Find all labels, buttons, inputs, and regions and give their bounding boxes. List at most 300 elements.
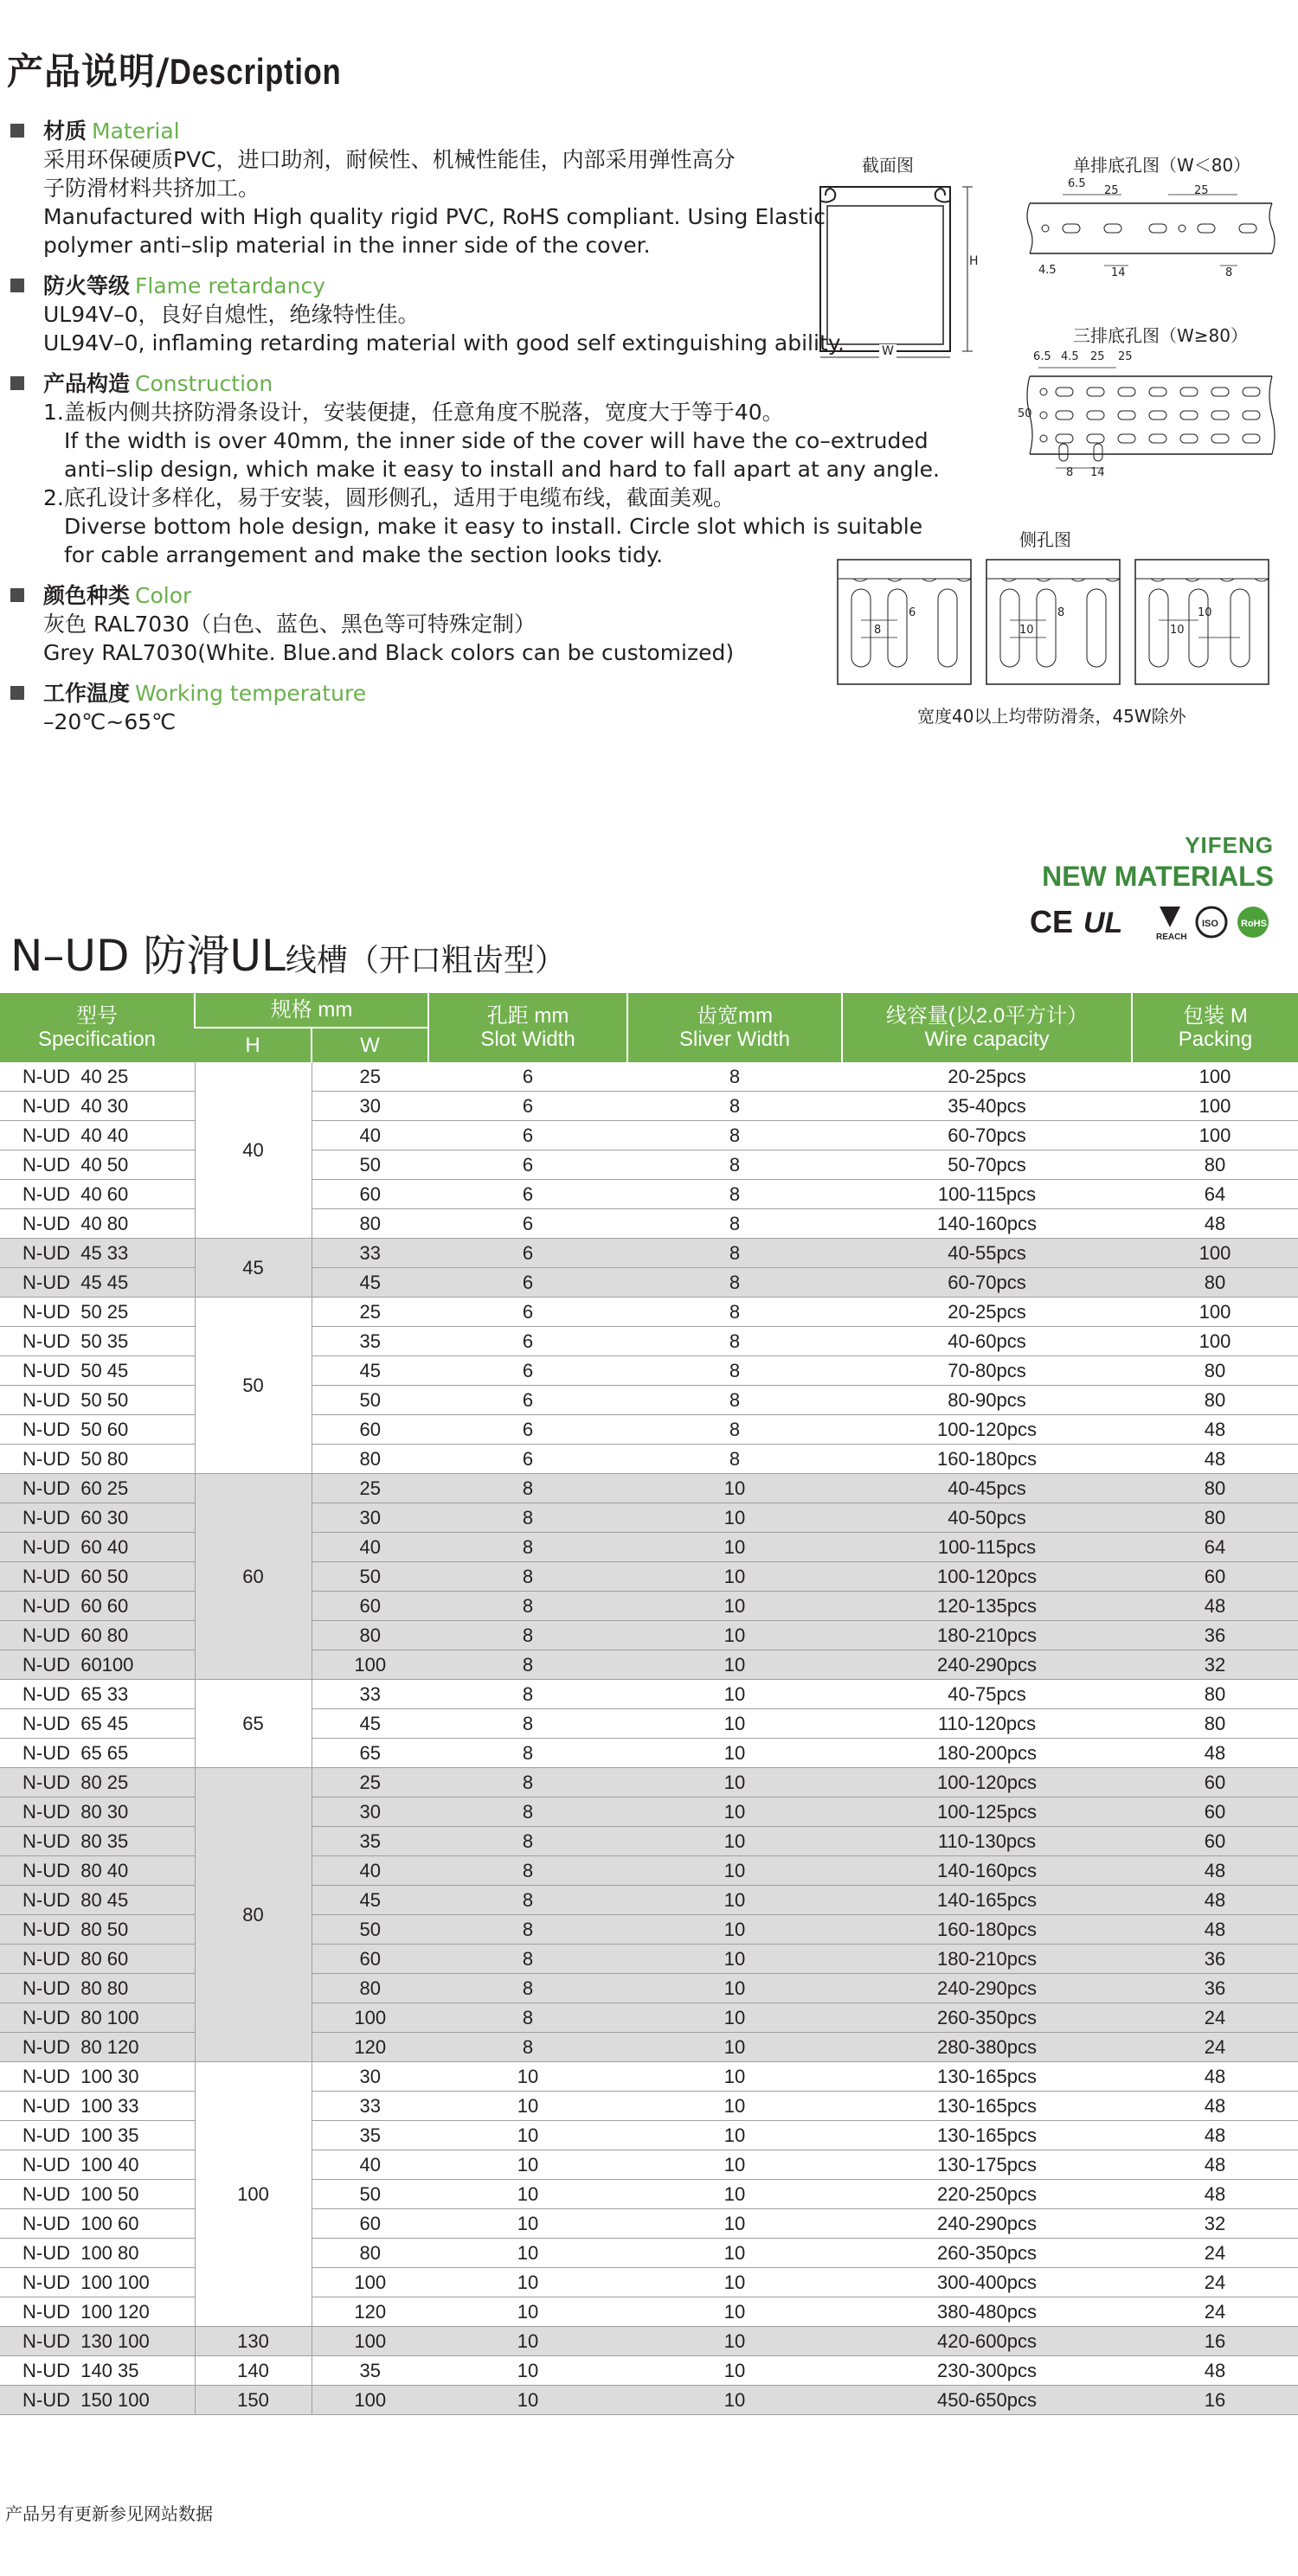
cell-w: 120 bbox=[312, 2033, 428, 2062]
cell-spec: N-UD 100 50 bbox=[0, 2180, 195, 2209]
cell-sliver: 8 bbox=[627, 1298, 842, 1327]
cell-slot: 8 bbox=[428, 1503, 627, 1533]
cell-w: 100 bbox=[312, 2386, 428, 2415]
description-line: 子防滑材料共挤加工。 bbox=[43, 176, 260, 201]
cell-wire: 160-180pcs bbox=[842, 1445, 1132, 1474]
cell-sliver: 10 bbox=[627, 2268, 842, 2297]
iso-logo bbox=[1197, 907, 1226, 937]
cell-slot: 6 bbox=[428, 1327, 627, 1356]
cell-slot: 6 bbox=[428, 1121, 627, 1150]
cell-h: 140 bbox=[195, 2356, 312, 2386]
cell-spec: N-UD 65 45 bbox=[0, 1709, 195, 1739]
cell-spec: N-UD 100 100 bbox=[0, 2268, 195, 2297]
cell-w: 50 bbox=[312, 1150, 428, 1180]
cell-slot: 6 bbox=[428, 1239, 627, 1268]
single-row-diagram-label: 单排底孔图（W＜80） bbox=[1073, 155, 1251, 176]
cell-w: 40 bbox=[312, 2150, 428, 2180]
cell-pack: 48 bbox=[1132, 1856, 1298, 1886]
cell-w: 50 bbox=[312, 1386, 428, 1415]
title-sep: / bbox=[156, 50, 170, 93]
heading-cn: 产品构造 bbox=[43, 371, 131, 396]
cell-slot: 10 bbox=[428, 2180, 627, 2209]
cell-h: 80 bbox=[195, 1768, 312, 2062]
description-block bbox=[9, 679, 822, 736]
cell-spec: N-UD 150 100 bbox=[0, 2386, 195, 2415]
bullet-square-icon bbox=[10, 376, 24, 390]
table-row bbox=[0, 1680, 1298, 1709]
table-row bbox=[0, 1474, 1298, 1503]
cell-h: 45 bbox=[195, 1239, 312, 1298]
cell-wire: 80-90pcs bbox=[842, 1386, 1132, 1415]
cell-pack: 80 bbox=[1132, 1474, 1298, 1503]
cell-h: 100 bbox=[195, 2062, 312, 2327]
description-block bbox=[9, 272, 845, 357]
cell-w: 30 bbox=[312, 1092, 428, 1121]
cell-spec: N-UD 80 60 bbox=[0, 1945, 195, 1974]
cell-wire: 20-25pcs bbox=[842, 1062, 1132, 1092]
cell-pack: 48 bbox=[1132, 2092, 1298, 2121]
cell-w: 45 bbox=[312, 1709, 428, 1739]
cell-w: 33 bbox=[312, 1680, 428, 1709]
side-hole-diagram-label: 侧孔图 bbox=[1019, 529, 1071, 550]
side1-dim-6: 6 bbox=[909, 606, 916, 619]
cell-slot: 8 bbox=[428, 1562, 627, 1592]
cell-w: 60 bbox=[312, 1415, 428, 1445]
header-h: H bbox=[195, 1028, 312, 1062]
cell-sliver: 8 bbox=[627, 1415, 842, 1445]
side-hole-diagram-3 bbox=[1134, 558, 1272, 688]
triple-row-diagram-label: 三排底孔图（W≥80） bbox=[1073, 325, 1248, 346]
cell-slot: 6 bbox=[428, 1268, 627, 1298]
dim-h: H bbox=[969, 254, 979, 268]
cell-slot: 6 bbox=[428, 1150, 627, 1180]
cell-pack: 100 bbox=[1132, 1298, 1298, 1327]
cell-pack: 60 bbox=[1132, 1797, 1298, 1827]
cell-spec: N-UD 65 33 bbox=[0, 1680, 195, 1709]
cell-slot: 6 bbox=[428, 1298, 627, 1327]
cell-wire: 110-130pcs bbox=[842, 1827, 1132, 1856]
cell-pack: 16 bbox=[1132, 2327, 1298, 2356]
side-hole-diagram-1 bbox=[836, 558, 974, 688]
cell-slot: 10 bbox=[428, 2356, 627, 2386]
cell-slot: 8 bbox=[428, 1797, 627, 1827]
heading-en: Color bbox=[135, 583, 192, 608]
cell-slot: 8 bbox=[428, 1592, 627, 1621]
cell-sliver: 10 bbox=[627, 2150, 842, 2180]
cell-pack: 16 bbox=[1132, 2386, 1298, 2415]
cell-pack: 100 bbox=[1132, 1062, 1298, 1092]
cell-pack: 36 bbox=[1132, 1621, 1298, 1650]
side-hole-diagram-2 bbox=[985, 558, 1123, 688]
cell-pack: 48 bbox=[1132, 2062, 1298, 2092]
cell-slot: 8 bbox=[428, 1974, 627, 2003]
cell-slot: 8 bbox=[428, 1768, 627, 1797]
cell-pack: 36 bbox=[1132, 1945, 1298, 1974]
triple-dim-65: 6.5 bbox=[1033, 350, 1051, 363]
cell-spec: N-UD 100 40 bbox=[0, 2150, 195, 2180]
description-heading bbox=[9, 369, 822, 398]
heading-en: Material bbox=[92, 119, 180, 144]
cell-w: 60 bbox=[312, 1592, 428, 1621]
cell-pack: 48 bbox=[1132, 1739, 1298, 1768]
footer-note: 产品另有更新参见网站数据 bbox=[5, 2503, 213, 2524]
cell-pack: 64 bbox=[1132, 1180, 1298, 1209]
triple-dim-50: 50 bbox=[1018, 407, 1032, 420]
cell-pack: 24 bbox=[1132, 2003, 1298, 2033]
cell-spec: N-UD 80 50 bbox=[0, 1915, 195, 1945]
cell-sliver: 8 bbox=[627, 1180, 842, 1209]
cell-wire: 140-160pcs bbox=[842, 1209, 1132, 1239]
cell-wire: 100-120pcs bbox=[842, 1562, 1132, 1592]
cell-spec: N-UD 45 33 bbox=[0, 1239, 195, 1268]
header-wire: 线容量(以2.0平方计） Wire capacity bbox=[842, 993, 1132, 1062]
cell-w: 30 bbox=[312, 1503, 428, 1533]
cell-w: 25 bbox=[312, 1298, 428, 1327]
cell-pack: 32 bbox=[1132, 2209, 1298, 2239]
cell-spec: N-UD 80 30 bbox=[0, 1797, 195, 1827]
cell-w: 35 bbox=[312, 1827, 428, 1856]
heading-en: Working temperature bbox=[135, 681, 367, 706]
single-row-hole-diagram bbox=[1021, 177, 1281, 281]
cell-wire: 100-115pcs bbox=[842, 1533, 1132, 1562]
cell-sliver: 8 bbox=[627, 1356, 842, 1386]
cell-h: 150 bbox=[195, 2386, 312, 2415]
cell-w: 33 bbox=[312, 1239, 428, 1268]
cell-spec: N-UD 40 40 bbox=[0, 1121, 195, 1150]
cell-pack: 80 bbox=[1132, 1150, 1298, 1180]
cell-sliver: 8 bbox=[627, 1268, 842, 1298]
cell-slot: 8 bbox=[428, 1886, 627, 1915]
product-title-suffix: 线槽 bbox=[285, 943, 348, 978]
cell-slot: 6 bbox=[428, 1415, 627, 1445]
title-cn: 产品说明 bbox=[7, 50, 157, 93]
side2-dim-8: 8 bbox=[1057, 606, 1065, 619]
cell-slot: 10 bbox=[428, 2121, 627, 2150]
cell-slot: 8 bbox=[428, 2003, 627, 2033]
cell-sliver: 10 bbox=[627, 1650, 842, 1680]
product-title-main: N–UD 防滑UL bbox=[10, 931, 286, 981]
cell-sliver: 10 bbox=[627, 2062, 842, 2092]
cell-pack: 48 bbox=[1132, 1886, 1298, 1915]
cell-h: 130 bbox=[195, 2327, 312, 2356]
cell-slot: 8 bbox=[428, 1739, 627, 1768]
cell-sliver: 10 bbox=[627, 2356, 842, 2386]
cell-wire: 50-70pcs bbox=[842, 1150, 1132, 1180]
cell-sliver: 10 bbox=[627, 1592, 842, 1621]
cell-w: 40 bbox=[312, 1856, 428, 1886]
cell-sliver: 10 bbox=[627, 2239, 842, 2268]
header-w: W bbox=[312, 1028, 428, 1062]
heading-cn: 防火等级 bbox=[43, 273, 131, 298]
dim-w: W bbox=[879, 344, 896, 358]
cell-wire: 180-210pcs bbox=[842, 1945, 1132, 1974]
cell-w: 65 bbox=[312, 1739, 428, 1768]
cell-slot: 8 bbox=[428, 1474, 627, 1503]
cell-wire: 130-165pcs bbox=[842, 2092, 1132, 2121]
cell-wire: 420-600pcs bbox=[842, 2327, 1132, 2356]
cell-w: 80 bbox=[312, 1974, 428, 2003]
description-block bbox=[9, 581, 822, 667]
cell-pack: 100 bbox=[1132, 1327, 1298, 1356]
svg-text:REACH: REACH bbox=[1156, 932, 1187, 942]
heading-cn: 颜色种类 bbox=[43, 583, 131, 608]
cell-w: 50 bbox=[312, 1915, 428, 1945]
cell-w: 80 bbox=[312, 1621, 428, 1650]
svg-text:RoHS: RoHS bbox=[1241, 919, 1267, 929]
cell-w: 100 bbox=[312, 2268, 428, 2297]
cell-spec: N-UD 50 60 bbox=[0, 1415, 195, 1445]
cell-spec: N-UD 80 45 bbox=[0, 1886, 195, 1915]
cell-w: 40 bbox=[312, 1121, 428, 1150]
cell-pack: 24 bbox=[1132, 2268, 1298, 2297]
cell-sliver: 10 bbox=[627, 1503, 842, 1533]
svg-text:ISO: ISO bbox=[1202, 919, 1218, 929]
cell-wire: 100-115pcs bbox=[842, 1180, 1132, 1209]
cell-sliver: 10 bbox=[627, 1768, 842, 1797]
triple-dim-25b: 25 bbox=[1118, 350, 1133, 363]
cell-slot: 8 bbox=[428, 1533, 627, 1562]
cell-h: 40 bbox=[195, 1062, 312, 1239]
cell-slot: 8 bbox=[428, 1621, 627, 1650]
cell-slot: 10 bbox=[428, 2209, 627, 2239]
description-line: If the width is over 40mm, the inner side of the cover will have the co–extruded bbox=[64, 428, 929, 453]
cell-w: 80 bbox=[312, 1209, 428, 1239]
cell-slot: 10 bbox=[428, 2268, 627, 2297]
cell-slot: 10 bbox=[428, 2092, 627, 2121]
cell-pack: 60 bbox=[1132, 1768, 1298, 1797]
cell-sliver: 10 bbox=[627, 1680, 842, 1709]
cross-section-diagram bbox=[813, 180, 986, 370]
heading-cn: 材质 bbox=[43, 119, 87, 144]
cell-wire: 100-120pcs bbox=[842, 1768, 1132, 1797]
cell-pack: 80 bbox=[1132, 1386, 1298, 1415]
table-row bbox=[0, 1239, 1298, 1268]
description-line: –20℃~65℃ bbox=[43, 709, 177, 734]
diagram-note: 宽度40以上均带防滑条，45W除外 bbox=[917, 706, 1186, 727]
cell-slot: 6 bbox=[428, 1209, 627, 1239]
triple-row-hole-diagram bbox=[1018, 350, 1281, 480]
cell-spec: N-UD 80 40 bbox=[0, 1856, 195, 1886]
cell-w: 35 bbox=[312, 1327, 428, 1356]
cell-wire: 140-160pcs bbox=[842, 1856, 1132, 1886]
cell-pack: 100 bbox=[1132, 1121, 1298, 1150]
table-row bbox=[0, 2327, 1298, 2356]
brand-name: YIFENG bbox=[1185, 832, 1274, 858]
cell-sliver: 10 bbox=[627, 2327, 842, 2356]
triple-dim-14: 14 bbox=[1090, 466, 1105, 479]
description-line: polymer anti–slip material in the inner side of the cover. bbox=[43, 233, 651, 258]
cell-spec: N-UD 60 60 bbox=[0, 1592, 195, 1621]
cell-slot: 6 bbox=[428, 1062, 627, 1092]
cell-wire: 240-290pcs bbox=[842, 1974, 1132, 2003]
cell-w: 100 bbox=[312, 2003, 428, 2033]
cell-sliver: 10 bbox=[627, 2121, 842, 2150]
cell-pack: 36 bbox=[1132, 1974, 1298, 2003]
cell-w: 60 bbox=[312, 2209, 428, 2239]
cell-wire: 40-75pcs bbox=[842, 1680, 1132, 1709]
cell-spec: N-UD 130 100 bbox=[0, 2327, 195, 2356]
cell-wire: 260-350pcs bbox=[842, 2003, 1132, 2033]
triple-dim-45: 4.5 bbox=[1061, 350, 1079, 363]
cell-w: 50 bbox=[312, 2180, 428, 2209]
cell-wire: 240-290pcs bbox=[842, 1650, 1132, 1680]
cell-pack: 64 bbox=[1132, 1533, 1298, 1562]
cell-w: 25 bbox=[312, 1062, 428, 1092]
cell-slot: 8 bbox=[428, 1680, 627, 1709]
cell-pack: 60 bbox=[1132, 1827, 1298, 1856]
cell-sliver: 10 bbox=[627, 1827, 842, 1856]
cell-wire: 300-400pcs bbox=[842, 2268, 1132, 2297]
table-row bbox=[0, 2386, 1298, 2415]
cell-slot: 6 bbox=[428, 1180, 627, 1209]
side1-dim-8: 8 bbox=[874, 624, 882, 637]
side2-dim-10: 10 bbox=[1019, 624, 1034, 637]
cell-wire: 220-250pcs bbox=[842, 2180, 1132, 2209]
cell-w: 60 bbox=[312, 1180, 428, 1209]
heading-en: Flame retardancy bbox=[135, 273, 325, 298]
table-row bbox=[0, 1298, 1298, 1327]
cell-spec: N-UD 100 30 bbox=[0, 2062, 195, 2092]
cell-sliver: 10 bbox=[627, 2033, 842, 2062]
header-sliver: 齿宽mm Sliver Width bbox=[627, 993, 842, 1062]
cell-slot: 8 bbox=[428, 1709, 627, 1739]
cell-h: 50 bbox=[195, 1298, 312, 1474]
cell-slot: 10 bbox=[428, 2239, 627, 2268]
cell-pack: 32 bbox=[1132, 1650, 1298, 1680]
cell-pack: 100 bbox=[1132, 1239, 1298, 1268]
cell-sliver: 8 bbox=[627, 1239, 842, 1268]
cell-wire: 70-80pcs bbox=[842, 1356, 1132, 1386]
cell-wire: 140-165pcs bbox=[842, 1886, 1132, 1915]
cell-slot: 8 bbox=[428, 1827, 627, 1856]
ul-logo: UL bbox=[1083, 907, 1123, 939]
cell-pack: 48 bbox=[1132, 2121, 1298, 2150]
spec-table bbox=[0, 993, 1298, 2415]
description-heading bbox=[9, 272, 822, 300]
product-title bbox=[10, 921, 566, 984]
cell-spec: N-UD 80 25 bbox=[0, 1768, 195, 1797]
cell-wire: 120-135pcs bbox=[842, 1592, 1132, 1621]
cell-wire: 35-40pcs bbox=[842, 1092, 1132, 1121]
certification-logos bbox=[1030, 898, 1281, 950]
cell-wire: 100-125pcs bbox=[842, 1797, 1132, 1827]
description-heading bbox=[9, 581, 822, 610]
cell-sliver: 10 bbox=[627, 2180, 842, 2209]
cell-wire: 160-180pcs bbox=[842, 1915, 1132, 1945]
cell-pack: 80 bbox=[1132, 1709, 1298, 1739]
cell-spec: N-UD 50 45 bbox=[0, 1356, 195, 1386]
cell-w: 80 bbox=[312, 1445, 428, 1474]
cell-w: 35 bbox=[312, 2121, 428, 2150]
cell-slot: 8 bbox=[428, 2033, 627, 2062]
cell-spec: N-UD 60 30 bbox=[0, 1503, 195, 1533]
single-dim-25a: 25 bbox=[1104, 184, 1119, 197]
cell-spec: N-UD 60 40 bbox=[0, 1533, 195, 1562]
cell-w: 100 bbox=[312, 1650, 428, 1680]
section-diagram-label: 截面图 bbox=[862, 155, 914, 176]
cell-spec: N-UD 100 33 bbox=[0, 2092, 195, 2121]
description-line: anti–slip design, which make it easy to install and hard to fall apart at any angle. bbox=[64, 457, 940, 482]
cell-slot: 8 bbox=[428, 1945, 627, 1974]
page-title bbox=[7, 43, 379, 95]
heading-cn: 工作温度 bbox=[43, 681, 131, 706]
description-heading bbox=[9, 117, 822, 145]
cell-wire: 380-480pcs bbox=[842, 2297, 1132, 2327]
cell-w: 45 bbox=[312, 1886, 428, 1915]
cell-spec: N-UD 50 35 bbox=[0, 1327, 195, 1356]
description-line: 2.底孔设计多样化，易于安装，圆形侧孔，适用于电缆布线，截面美观。 bbox=[43, 485, 735, 510]
header-pack: 包装 M Packing bbox=[1132, 993, 1298, 1062]
brand-tagline: NEW MATERIALS bbox=[1042, 861, 1274, 892]
description-heading bbox=[9, 679, 822, 708]
cell-sliver: 8 bbox=[627, 1445, 842, 1474]
cell-w: 33 bbox=[312, 2092, 428, 2121]
cell-spec: N-UD 45 45 bbox=[0, 1268, 195, 1298]
cell-spec: N-UD 40 30 bbox=[0, 1092, 195, 1121]
cell-pack: 100 bbox=[1132, 1092, 1298, 1121]
cell-pack: 48 bbox=[1132, 1415, 1298, 1445]
cell-pack: 48 bbox=[1132, 2356, 1298, 2386]
single-dim-25b: 25 bbox=[1194, 184, 1209, 197]
cell-w: 25 bbox=[312, 1768, 428, 1797]
cell-sliver: 10 bbox=[627, 1856, 842, 1886]
reach-logo bbox=[1156, 907, 1187, 942]
description-line: UL94V–0，良好自熄性，绝缘特性佳。 bbox=[43, 302, 420, 327]
cell-wire: 130-165pcs bbox=[842, 2062, 1132, 2092]
single-dim-45: 4.5 bbox=[1038, 264, 1057, 277]
cell-spec: N-UD 80 80 bbox=[0, 1974, 195, 2003]
cell-wire: 280-380pcs bbox=[842, 2033, 1132, 2062]
cell-spec: N-UD 40 25 bbox=[0, 1062, 195, 1092]
cell-wire: 180-200pcs bbox=[842, 1739, 1132, 1768]
single-dim-65: 6.5 bbox=[1068, 177, 1086, 190]
cell-wire: 20-25pcs bbox=[842, 1298, 1132, 1327]
cell-pack: 60 bbox=[1132, 1562, 1298, 1592]
cell-w: 80 bbox=[312, 2239, 428, 2268]
description-line: 1.盖板内侧共挤防滑条设计，安装便捷，任意角度不脱落，宽度大于等于40。 bbox=[43, 400, 784, 425]
cell-spec: N-UD 40 80 bbox=[0, 1209, 195, 1239]
cell-sliver: 10 bbox=[627, 2297, 842, 2327]
cell-spec: N-UD 100 35 bbox=[0, 2121, 195, 2150]
table-row bbox=[0, 2356, 1298, 2386]
description-line: Manufactured with High quality rigid PVC, RoHS compliant. Using Elastic bbox=[43, 204, 826, 229]
cell-wire: 60-70pcs bbox=[842, 1121, 1132, 1150]
cell-spec: N-UD 100 60 bbox=[0, 2209, 195, 2239]
cell-sliver: 10 bbox=[627, 1945, 842, 1974]
cell-slot: 6 bbox=[428, 1445, 627, 1474]
header-spec: 型号 Specification bbox=[0, 993, 195, 1062]
rohs-logo bbox=[1237, 907, 1269, 938]
cell-sliver: 8 bbox=[627, 1121, 842, 1150]
heading-en: Construction bbox=[135, 371, 273, 396]
cell-pack: 48 bbox=[1132, 1915, 1298, 1945]
cell-wire: 450-650pcs bbox=[842, 2386, 1132, 2415]
single-dim-14: 14 bbox=[1111, 266, 1126, 279]
cell-wire: 180-210pcs bbox=[842, 1621, 1132, 1650]
triple-dim-25a: 25 bbox=[1090, 350, 1105, 363]
cell-sliver: 10 bbox=[627, 1709, 842, 1739]
cell-slot: 6 bbox=[428, 1356, 627, 1386]
cell-spec: N-UD 65 65 bbox=[0, 1739, 195, 1768]
cell-wire: 130-175pcs bbox=[842, 2150, 1132, 2180]
cell-sliver: 8 bbox=[627, 1062, 842, 1092]
cell-pack: 80 bbox=[1132, 1356, 1298, 1386]
cell-w: 45 bbox=[312, 1268, 428, 1298]
cell-sliver: 10 bbox=[627, 2386, 842, 2415]
cell-w: 30 bbox=[312, 2062, 428, 2092]
cell-spec: N-UD 60 80 bbox=[0, 1621, 195, 1650]
side3-dim-10b: 10 bbox=[1170, 624, 1185, 637]
